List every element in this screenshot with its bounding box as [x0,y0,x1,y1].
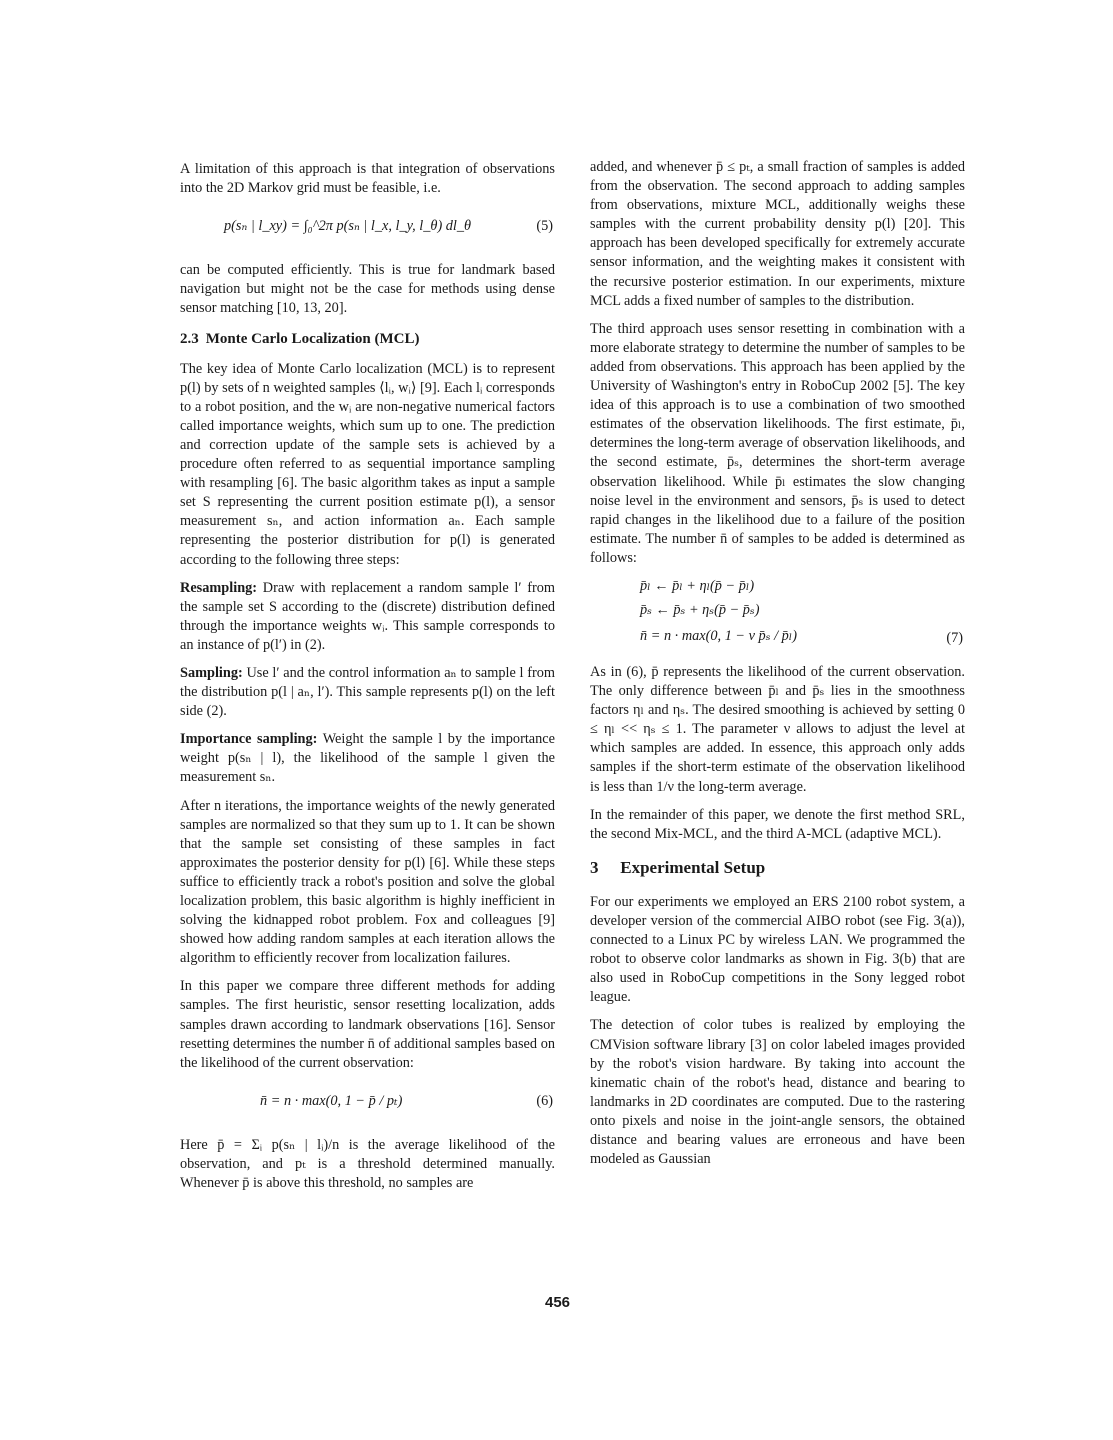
paragraph: In the remainder of this paper, we denote the first method SRL, the second Mix-MCL, and the third A-MCL (adaptive MCL). [590,806,965,842]
page-number: 456 [545,1294,571,1311]
paragraph: In this paper we compare three different methods for adding samples. The first heuristic, sensor resetting localization, adds samples drawn according to landmark observations [16]. Sensor resetting determines the number n̄ of additional samples based on the likelihood of the current observation: [180,978,555,1071]
equation-6 [180,1082,555,1128]
section-heading [180,330,555,349]
step-text: Draw with replacement a random sample l′ from the sample set S according to the (discrete) distribution defined through the importance weights wᵢ. This sample corresponds to an instance of p(l′) in (2). [180,579,555,653]
paragraph: As in (6), p̄ represents the likelihood of the current observation. The only difference between p̄ₗ and p̄ₛ lies in the smoothness factors ηₗ and ηₛ. The desired smoothing is achieved by setting 0 ≤ ηₗ << ηₛ ≤ 1. The parameter ν allows to adjust the level at which samples are added. In essence, this approach only adds samples if the short-term estimate of the observation likelihood is less than 1/ν the long-term average. [590,663,965,795]
paragraph: added, and whenever p̄ ≤ pₜ, a small fraction of samples is added from the observation. The second approach to adding samples from observations, mixture MCL, additionally weighs these samples with the current probability density p(l) [20]. This approach has been developed specifically for extremely accurate sensor information, and the weighting makes it consistent with the recursive posterior estimation. In our experiments, mixture MCL adds a fixed number of samples to the distribution. [590,159,965,309]
paragraph: The key idea of Monte Carlo localization (MCL) is to represent p(l) by sets of n weighted samples ⟨lᵢ, wᵢ⟩ [9]. Each lᵢ corresponds to a robot position, and the wᵢ are non-negative numerical factors called importance weights, which sum up to one. The prediction and correction update of the sample sets is achieved by a procedure often referred to as sequential importance sampling with resampling [6]. The basic algorithm takes as input a sample set S representing the current position estimate p(l), a sensor measurement sₙ, and action information aₙ. Each sample representing the posterior distribution for p(l) is generated according to the following three steps: [180,360,555,568]
section-number: 2.3 [180,331,199,348]
paragraph: A limitation of this approach is that integration of observations into the 2D Markov grid must be feasible, i.e. [180,161,555,197]
step-label: Importance sampling: [180,731,318,748]
equation-number: (6) [536,1092,553,1109]
paragraph: The third approach uses sensor resetting in combination with a more elaborate strategy to determine the number of samples to be added from observations. This approach has been applied by the University of Washington's entry in RoboCup 2002 [5]. The key idea of this approach is to use a combination of two smoothed estimates of the observation likelihoods. The first estimate, p̄ₗ, determines the long-term average of observation likelihoods, and the second estimate, p̄ₛ, determines the short-term average observation likelihood. While p̄ₗ estimates the slow changing noise level in the environment and sensors, p̄ₛ is used to detect rapid changes in the likelihood due to a failure of the position estimate. The number n̄ of samples to be added is determined as follows: [590,320,965,566]
paragraph: Here p̄ = Σᵢ p(sₙ | lᵢ)/n is the average likelihood of the observation, and pₜ is a threshold determined manually. Whenever p̄ is above this threshold, no samples are [180,1136,555,1192]
equation-5 [180,207,555,253]
equation-7 [590,577,965,653]
equation-number: (7) [946,629,963,646]
equation-body: p(sₙ | l_xy) = ∫₀^2π p(sₙ | l_x, l_y, l_θ) dl_θ [224,218,472,235]
paragraph: The detection of color tubes is realized by employing the CMVision software library [3] on color labeled images provided by the robot's vision hardware. By taking into account the kinematic chain of the robot's head, distance and bearing to landmarks in 2D coordinates are computed. Due to the rastering onto pixels and noise in the joint-angle sensors, the obtained distance and bearing values are erroneous and have been modeled as Gaussian [590,1017,965,1168]
step-importance-sampling [180,730,555,787]
right-column [590,158,965,1178]
equation-line: n̄ = n · max(0, 1 − ν p̄ₛ / p̄ₗ) [640,627,798,644]
equation-line: p̄ₛ ← p̄ₛ + ηₛ(p̄ − p̄ₛ) [640,601,760,618]
equation-line: p̄ₗ ← p̄ₗ + ηₗ(p̄ − p̄ₗ) [640,577,755,594]
step-text: Use l′ and the control information aₙ to sample l from the distribution p(l | aₙ, l′). This sample represents p(l) on the left side (2). [180,664,555,720]
step-label: Resampling: [180,579,258,596]
section-number: 3 [590,857,599,877]
paragraph: After n iterations, the importance weights of the newly generated samples are normalized so that they sum up to 1. It can be shown that the sample set consisting of these samples in fact approximates the posterior density for p(l) [6]. While these steps suffice to efficiently track a robot's position and solve the global localization problem, this basic algorithm is highly inefficient in solving the kidnapped robot problem. Fox and colleagues [9] showed how adding random samples at each iteration allows the algorithm to efficiently recover from localization failures. [180,797,555,967]
step-sampling [180,664,555,721]
step-resampling [180,579,555,655]
section-title: Experimental Setup [620,857,766,877]
left-column [180,160,555,1202]
section-title: Monte Carlo Localization (MCL) [205,331,420,348]
paragraph: can be computed efficiently. This is true for landmark based navigation but might not be the case for methods using dense sensor matching [10, 13, 20]. [180,262,555,317]
equation-body: n̄ = n · max(0, 1 − p̄ / pₜ) [260,1092,403,1109]
section-heading [590,858,965,877]
paragraph: For our experiments we employed an ERS 2100 robot system, a developer version of the commercial AIBO robot (see Fig. 3(a)), connected to a Linux PC by wireless LAN. We programmed the robot to observe color landmarks as shown in Fig. 3(b) that are also used in RoboCup competitions in the Sony legged robot league. [590,893,965,1006]
step-label: Sampling: [180,664,243,681]
equation-number: (5) [536,218,553,235]
step-text: Weight the sample l by the importance weight p(sₙ | l), the likelihood of the sample l given the measurement sₙ. [180,731,555,786]
